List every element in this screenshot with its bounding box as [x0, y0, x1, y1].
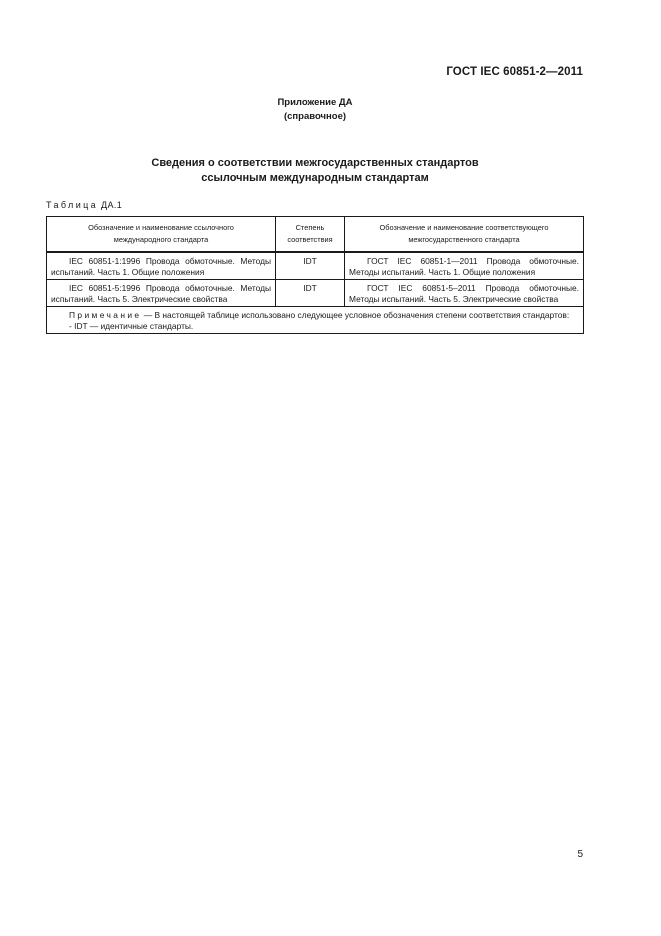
table-note-row — [47, 307, 584, 334]
international-standard-cell: IEC 60851-5:1996 Провода обмоточные. Методы испытаний. Часть 5. Электрические свойства — [47, 280, 276, 307]
table-row — [47, 280, 584, 307]
table-label — [46, 200, 122, 210]
degree-cell: IDT — [276, 280, 345, 307]
header-international-standard: Обозначение и наименование ссылочного международного стандарта — [47, 217, 276, 253]
correspondence-table — [46, 216, 584, 334]
section-heading — [0, 156, 630, 186]
interstate-standard-cell: ГОСТ IEC 60851-1—2011 Провода обмоточные. Методы испытаний. Часть 1. Общие положения — [345, 252, 584, 280]
note-paragraph — [51, 310, 579, 321]
note-label: Примечание — [69, 310, 142, 320]
header-interstate-standard: Обозначение и наименование соответствующего межгосударственного стандарта — [345, 217, 584, 253]
degree-cell: IDT — [276, 252, 345, 280]
note-text: — В настоящей таблице использовано следующее условное обозначения степени соответствия стандартов: — [143, 310, 570, 320]
table-row — [47, 252, 584, 280]
header-degree-of-correspondence: Степень соответствия — [276, 217, 345, 253]
table-label-word: Таблица — [46, 200, 99, 210]
international-standard-cell: IEC 60851-1:1996 Провода обмоточные. Методы испытаний. Часть 1. Общие положения — [47, 252, 276, 280]
appendix-title: Приложение ДА — [277, 97, 353, 108]
interstate-standard-cell: ГОСТ IEC 60851-5–2011 Провода обмоточные. Методы испытаний. Часть 5. Электрические свойства — [345, 280, 584, 307]
appendix-subtitle: (справочное) — [283, 111, 347, 122]
document-code: ГОСТ IEC 60851-2—2011 — [446, 66, 583, 78]
table-note — [47, 307, 584, 334]
heading-line-1: Сведения о соответствии межгосударственных стандартов — [151, 157, 479, 169]
note-item: - IDT — идентичные стандарты. — [69, 320, 194, 331]
heading-line-2: ссылочным международным стандартам — [201, 172, 429, 184]
page-number: 5 — [577, 849, 583, 860]
appendix-block — [0, 96, 630, 124]
table-header-row — [47, 217, 584, 253]
table-label-number: ДА.1 — [101, 200, 123, 210]
